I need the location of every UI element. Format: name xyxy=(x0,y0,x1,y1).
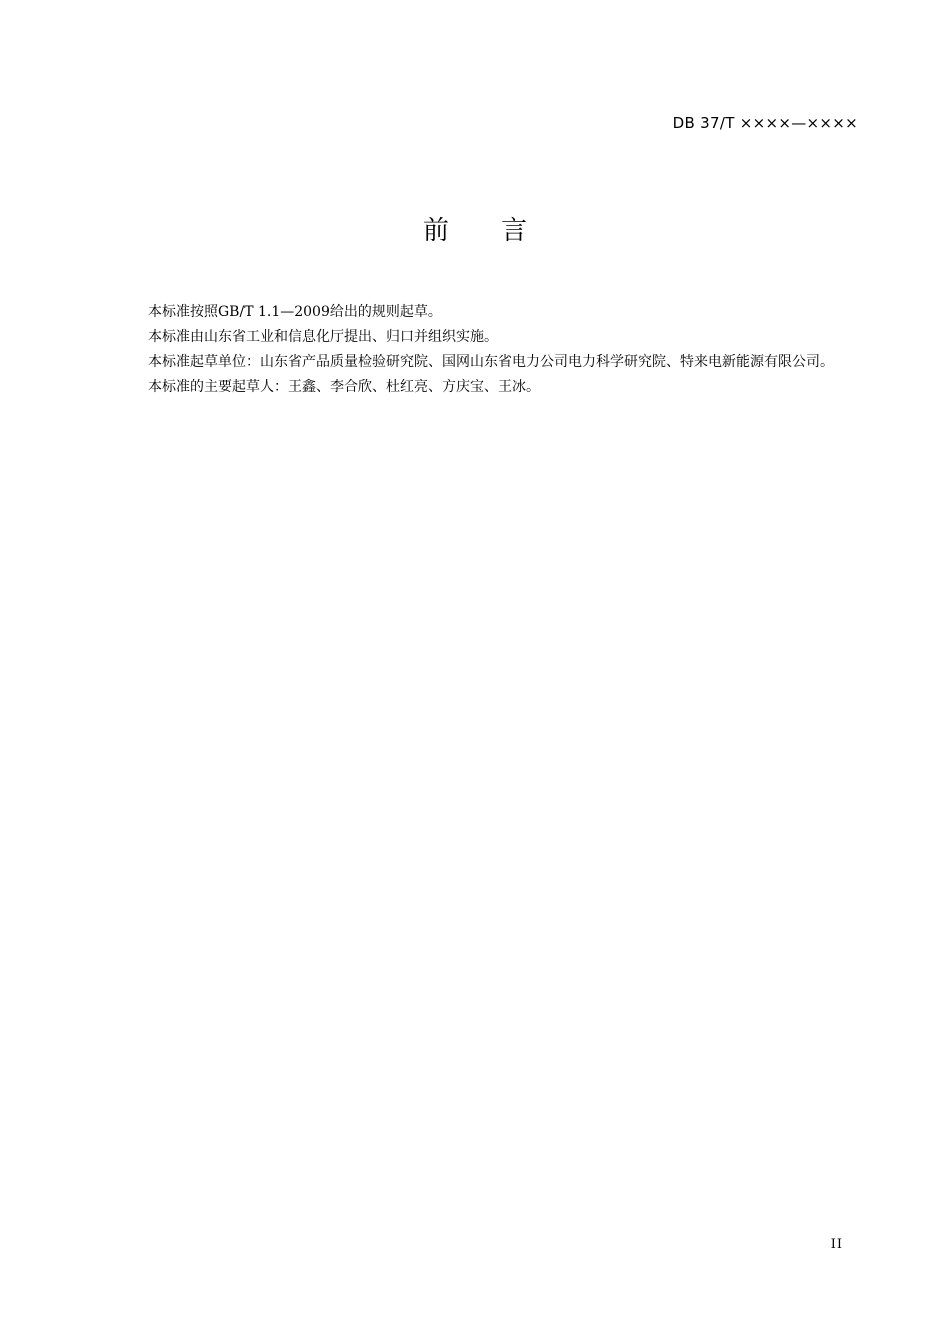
title-char-2: 言 xyxy=(501,216,528,246)
standard-code: DB 37/T ××××—×××× xyxy=(672,114,858,132)
foreword-body xyxy=(114,300,860,400)
paragraph-drafting-rules: 本标准按照GB/T 1.1—2009给出的规则起草。 xyxy=(148,304,442,320)
page-number: II xyxy=(830,1237,843,1252)
paragraph-proposer: 本标准由山东省工业和信息化厅提出、归口并组织实施。 xyxy=(148,329,498,345)
title-char-1: 前 xyxy=(422,216,449,246)
paragraph-drafting-units: 本标准起草单位：山东省产品质量检验研究院、国网山东省电力公司电力科学研究院、特来电新能源有限公司。 xyxy=(148,354,834,370)
paragraph-drafters: 本标准的主要起草人：王鑫、李合欣、杜红亮、方庆宝、王冰。 xyxy=(148,379,540,395)
page-title xyxy=(0,213,950,249)
